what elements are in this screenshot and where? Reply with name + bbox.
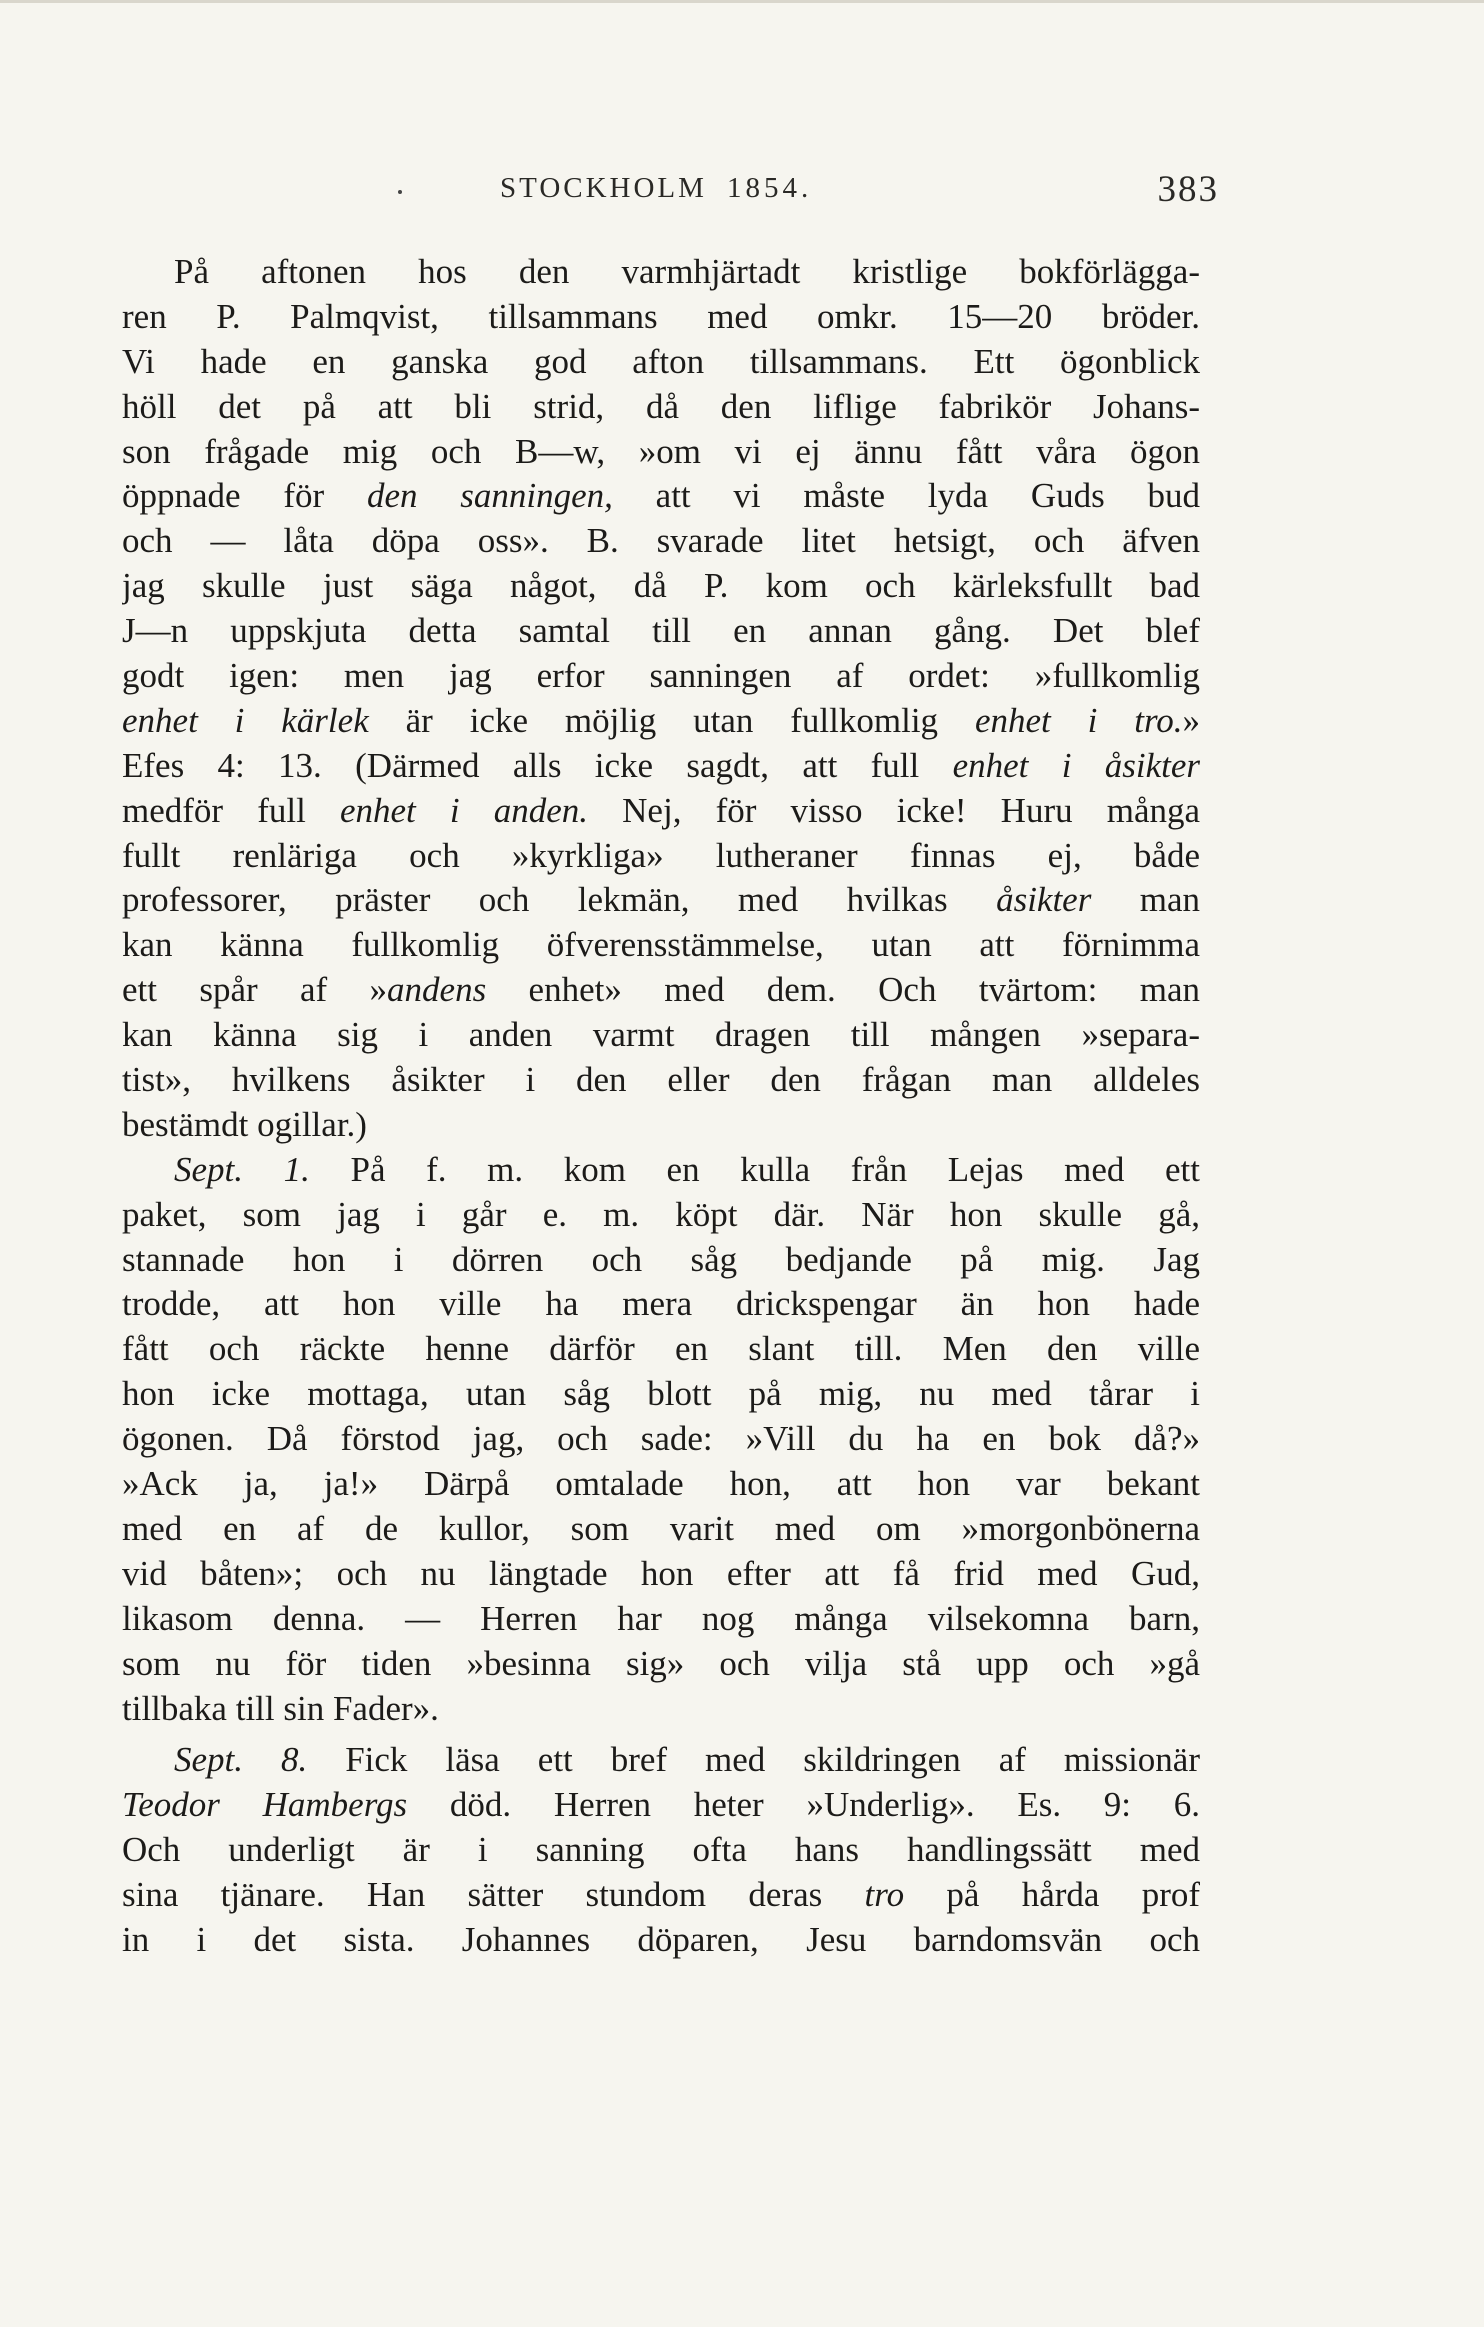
- date-label: Sept. 8.: [174, 1740, 308, 1780]
- print-speck: [398, 190, 402, 194]
- text-line: sina tjänare. Han sätter stundom deras tro på hårda prof: [122, 1875, 1200, 1915]
- italic-phrase: enhet i tro.: [974, 700, 1183, 740]
- italic-phrase: enhet i anden.: [339, 790, 589, 830]
- text-line: som nu för tiden »besinna sig» och vilja stå upp och »gå: [122, 1643, 1200, 1683]
- text-line: paket, som jag i går e. m. köpt där. När hon skulle gå,: [122, 1194, 1200, 1234]
- text-line: ren P. Palmqvist, tillsammans med omkr. 15—20 bröder.: [122, 296, 1200, 336]
- text-line: Och underligt är i sanning ofta hans handlingssätt med: [122, 1830, 1200, 1870]
- text-line: in i det sista. Johannes döparen, Jesu barndomsvän och: [122, 1919, 1200, 1959]
- italic-phrase: andens: [387, 970, 487, 1010]
- text-line: J—n uppskjuta detta samtal till en annan gång. Det blef: [122, 611, 1200, 651]
- body-text: [122, 250, 1200, 1963]
- text-line: öppnade för den sanningen, att vi måste lyda Guds bud: [122, 476, 1200, 516]
- text-line: trodde, att hon ville ha mera drickspengar än hon hade: [122, 1284, 1200, 1324]
- running-header: [500, 172, 812, 205]
- italic-phrase: den sanningen,: [366, 476, 613, 516]
- italic-phrase: enhet i åsikter: [952, 745, 1200, 785]
- text-line: professorer, präster och lekmän, med hvilkas åsikter man: [122, 880, 1200, 920]
- text-line: tist», hvilkens åsikter i den eller den frågan man alldeles: [122, 1060, 1200, 1100]
- date-label: Sept. 1.: [174, 1149, 310, 1189]
- text-line: fullt renläriga och »kyrkliga» lutheraner finnas ej, både: [122, 835, 1200, 875]
- header-year: 1854.: [726, 172, 813, 204]
- text-line: På aftonen hos den varmhjärtadt kristlige bokförlägga-: [174, 252, 1200, 291]
- text-line: Sept. 8. Fick läsa ett bref med skildringen af missionär: [174, 1740, 1200, 1780]
- text-line: kan känna sig i anden varmt dragen till mången »separa-: [122, 1015, 1200, 1055]
- text-line: kan känna fullkomlig öfverensstämmelse, utan att förnimma: [122, 925, 1200, 965]
- italic-phrase: enhet i kärlek: [122, 700, 369, 740]
- italic-phrase: tro: [864, 1875, 905, 1915]
- text-line: fått och räckte henne därför en slant till. Men den ville: [122, 1329, 1200, 1369]
- text-line: Vi hade en ganska god afton tillsammans. Ett ögonblick: [122, 341, 1200, 381]
- text-line: Teodor Hambergs död. Herren heter »Underlig». Es. 9: 6.: [122, 1785, 1200, 1825]
- text-line: jag skulle just säga något, då P. kom och kärleksfullt bad: [122, 566, 1200, 606]
- text-line: hon icke mottaga, utan såg blott på mig, nu med tårar i: [122, 1374, 1200, 1414]
- text-line: vid båten»; och nu längtade hon efter att få frid med Gud,: [122, 1553, 1200, 1593]
- text-line: likasom denna. — Herren har nog många vilsekomna barn,: [122, 1598, 1200, 1638]
- running-title: STOCKHOLM: [500, 172, 707, 204]
- text-line: son frågade mig och B—w, »om vi ej ännu fått våra ögon: [122, 431, 1200, 471]
- text-line: tillbaka till sin Fader».: [122, 1688, 439, 1728]
- italic-phrase: åsikter: [996, 880, 1092, 920]
- text-line: godt igen: men jag erfor sanningen af ordet: »fullkomlig: [122, 656, 1200, 696]
- text-line: ett spår af »andens enhet» med dem. Och tvärtom: man: [122, 970, 1200, 1010]
- page-top-edge: [0, 0, 1484, 3]
- text-line: medför full enhet i anden. Nej, för visso icke! Huru många: [122, 790, 1200, 830]
- text-line: enhet i kärlek är icke möjlig utan fullkomlig enhet i tro.»: [122, 700, 1200, 740]
- text-line: stannade hon i dörren och såg bedjande på mig. Jag: [122, 1239, 1200, 1279]
- page-number: 383: [1157, 169, 1219, 210]
- text-line: Efes 4: 13. (Därmed alls icke sagdt, att full enhet i åsikter: [122, 745, 1200, 785]
- text-line: höll det på att bli strid, då den liflige fabrikör Johans-: [122, 386, 1200, 426]
- text-line: med en af de kullor, som varit med om »morgonbönerna: [122, 1508, 1200, 1548]
- text-line: och — låta döpa oss». B. svarade litet hetsigt, och äfven: [122, 521, 1200, 561]
- text-line: Sept. 1. På f. m. kom en kulla från Lejas med ett: [174, 1149, 1200, 1189]
- text-line: ögonen. Då förstod jag, och sade: »Vill du ha en bok då?»: [122, 1419, 1200, 1459]
- italic-phrase: Teodor Hambergs: [122, 1785, 408, 1825]
- text-line: bestämdt ogillar.): [122, 1104, 367, 1144]
- text-line: »Ack ja, ja!» Därpå omtalade hon, att hon var bekant: [122, 1464, 1200, 1504]
